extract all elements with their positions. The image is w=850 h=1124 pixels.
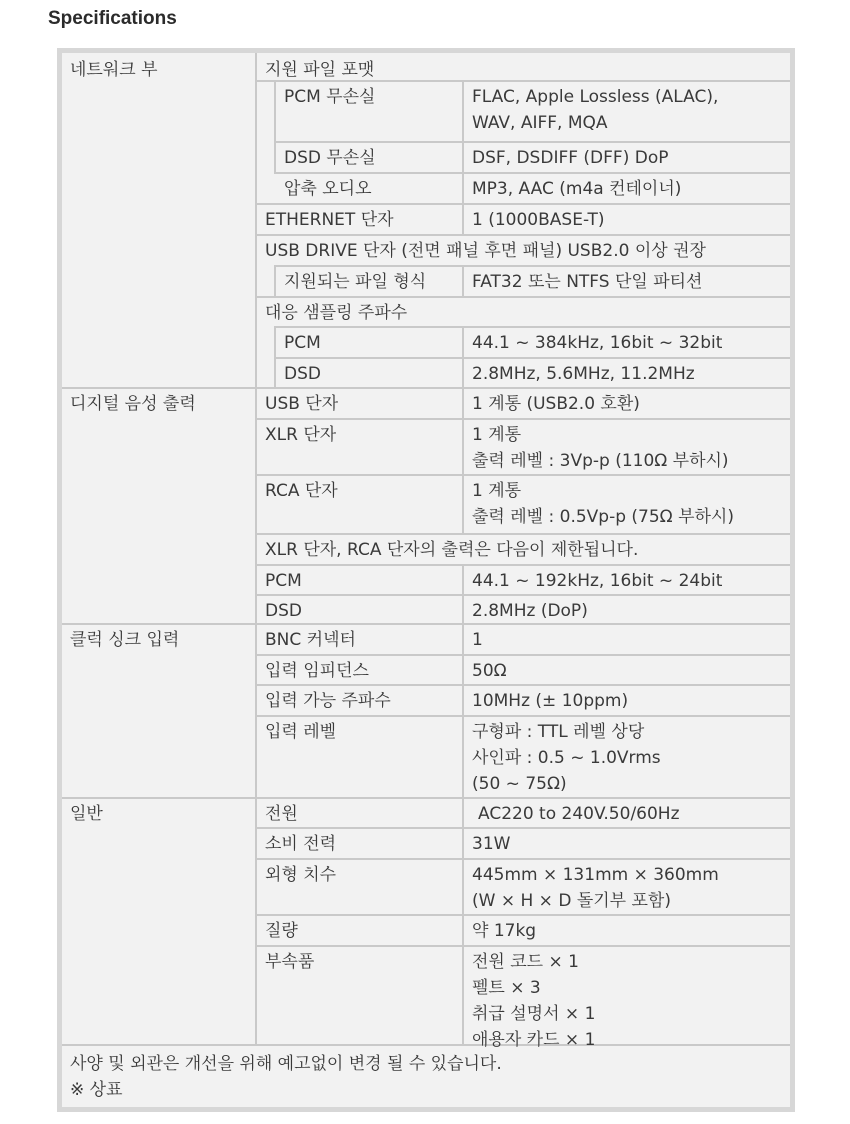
bnc-label: BNC 커넥터: [265, 630, 356, 650]
ethernet-value: 1 (1000BASE-T): [472, 210, 605, 230]
value-line: 1 계통: [472, 425, 522, 445]
value-line: 전원 코드 × 1: [472, 952, 579, 972]
formats-header: 지원 파일 포맷: [265, 60, 375, 80]
value-line: 445mm × 131mm × 360mm: [472, 865, 719, 885]
file-system-value: FAT32 또는 NTFS 단일 파티션: [472, 272, 703, 292]
ethernet-label: ETHERNET 단자: [265, 210, 394, 230]
trademark-note: ※ 상표: [70, 1080, 123, 1100]
accessories-label: 부속품: [265, 952, 315, 972]
consumption-value: 31W: [472, 834, 511, 854]
digital-pcm-value: 44.1 ~ 192kHz, 16bit ~ 24bit: [472, 571, 723, 591]
spec-table-frame: [57, 48, 795, 1112]
bnc-value: 1: [472, 630, 483, 650]
digital-dsd-value: 2.8MHz (DoP): [472, 601, 588, 621]
input-level-label: 입력 레벨: [265, 722, 337, 742]
impedance-value: 50Ω: [472, 661, 507, 681]
pcm-lossless-label: PCM 무손실: [284, 87, 376, 107]
accessories-value: [464, 945, 595, 1053]
rate-dsd-label: DSD: [284, 364, 321, 384]
spec-table: [62, 53, 790, 1107]
input-frequency-value: 10MHz (± 10ppm): [472, 691, 629, 711]
value-line: FLAC, Apple Lossless (ALAC),: [472, 87, 719, 107]
input-level-value: [464, 715, 661, 797]
dimensions-value: [464, 858, 719, 914]
dimensions-label: 외형 치수: [265, 865, 337, 885]
value-line: 애용자 카드 × 1: [472, 1030, 596, 1050]
value-line: WAV, AIFF, MQA: [472, 113, 608, 133]
rate-pcm-value: 44.1 ~ 384kHz, 16bit ~ 32bit: [472, 333, 723, 353]
input-frequency-label: 입력 가능 주파수: [265, 691, 391, 711]
pcm-lossless-value: [464, 80, 718, 136]
xlr-port-label: XLR 단자: [265, 425, 337, 445]
digital-dsd-label: DSD: [265, 601, 302, 621]
dsd-lossless-label: DSD 무손실: [284, 148, 376, 168]
usb-drive-row: USB DRIVE 단자 (전면 패널 후면 패널) USB2.0 이상 권장: [265, 241, 706, 261]
usb-port-value: 1 계통 (USB2.0 호환): [472, 394, 640, 414]
value-line: 펠트 × 3: [472, 978, 541, 998]
xlr-port-value: [464, 418, 729, 474]
value-line: 출력 레벨 : 3Vp-p (110Ω 부하시): [472, 451, 729, 471]
rate-dsd-value: 2.8MHz, 5.6MHz, 11.2MHz: [472, 364, 695, 384]
section-clock-input: 클럭 싱크 입력: [70, 630, 180, 650]
page-title: Specifications: [48, 8, 177, 29]
value-line: (W × H × D 돌기부 포함): [472, 891, 671, 911]
usb-port-label: USB 단자: [265, 394, 339, 414]
section-digital-output: 디지털 음성 출력: [70, 394, 196, 414]
section-general: 일반: [70, 804, 103, 824]
sampling-rate-header: 대응 샘플링 주파수: [265, 303, 408, 323]
power-label: 전원: [265, 804, 298, 824]
section-network: 네트워크 부: [70, 60, 158, 80]
compressed-audio-value: MP3, AAC (m4a 컨테이너): [472, 179, 682, 199]
impedance-label: 입력 임피던스: [265, 661, 369, 681]
rca-port-value: [464, 474, 734, 530]
consumption-label: 소비 전력: [265, 834, 337, 854]
rate-pcm-label: PCM: [284, 333, 321, 353]
digital-pcm-label: PCM: [265, 571, 302, 591]
power-value: AC220 to 240V.50/60Hz: [478, 804, 680, 824]
value-line: 사인파 : 0.5 ~ 1.0Vrms: [472, 748, 661, 768]
section-line: [62, 797, 790, 799]
compressed-audio-label: 압축 오디오: [284, 179, 372, 199]
value-line: 취급 설명서 × 1: [472, 1004, 596, 1024]
footer-notes: [62, 1047, 502, 1103]
value-line: 구형파 : TTL 레벨 상당: [472, 722, 645, 742]
value-line: 1 계통: [472, 481, 522, 501]
value-line: 출력 레벨 : 0.5Vp-p (75Ω 부하시): [472, 507, 734, 527]
value-line: (50 ~ 75Ω): [472, 774, 567, 794]
dsd-lossless-value: DSF, DSDIFF (DFF) DoP: [472, 148, 669, 168]
rca-port-label: RCA 단자: [265, 481, 338, 501]
weight-label: 질량: [265, 921, 298, 941]
change-notice: 사양 및 외관은 개선을 위해 예고없이 변경 될 수 있습니다.: [70, 1054, 502, 1074]
section-line: [62, 1044, 790, 1046]
file-system-label: 지원되는 파일 형식: [284, 272, 427, 292]
output-limit-note: XLR 단자, RCA 단자의 출력은 다음이 제한됩니다.: [265, 540, 639, 560]
weight-value: 약 17kg: [472, 921, 537, 941]
